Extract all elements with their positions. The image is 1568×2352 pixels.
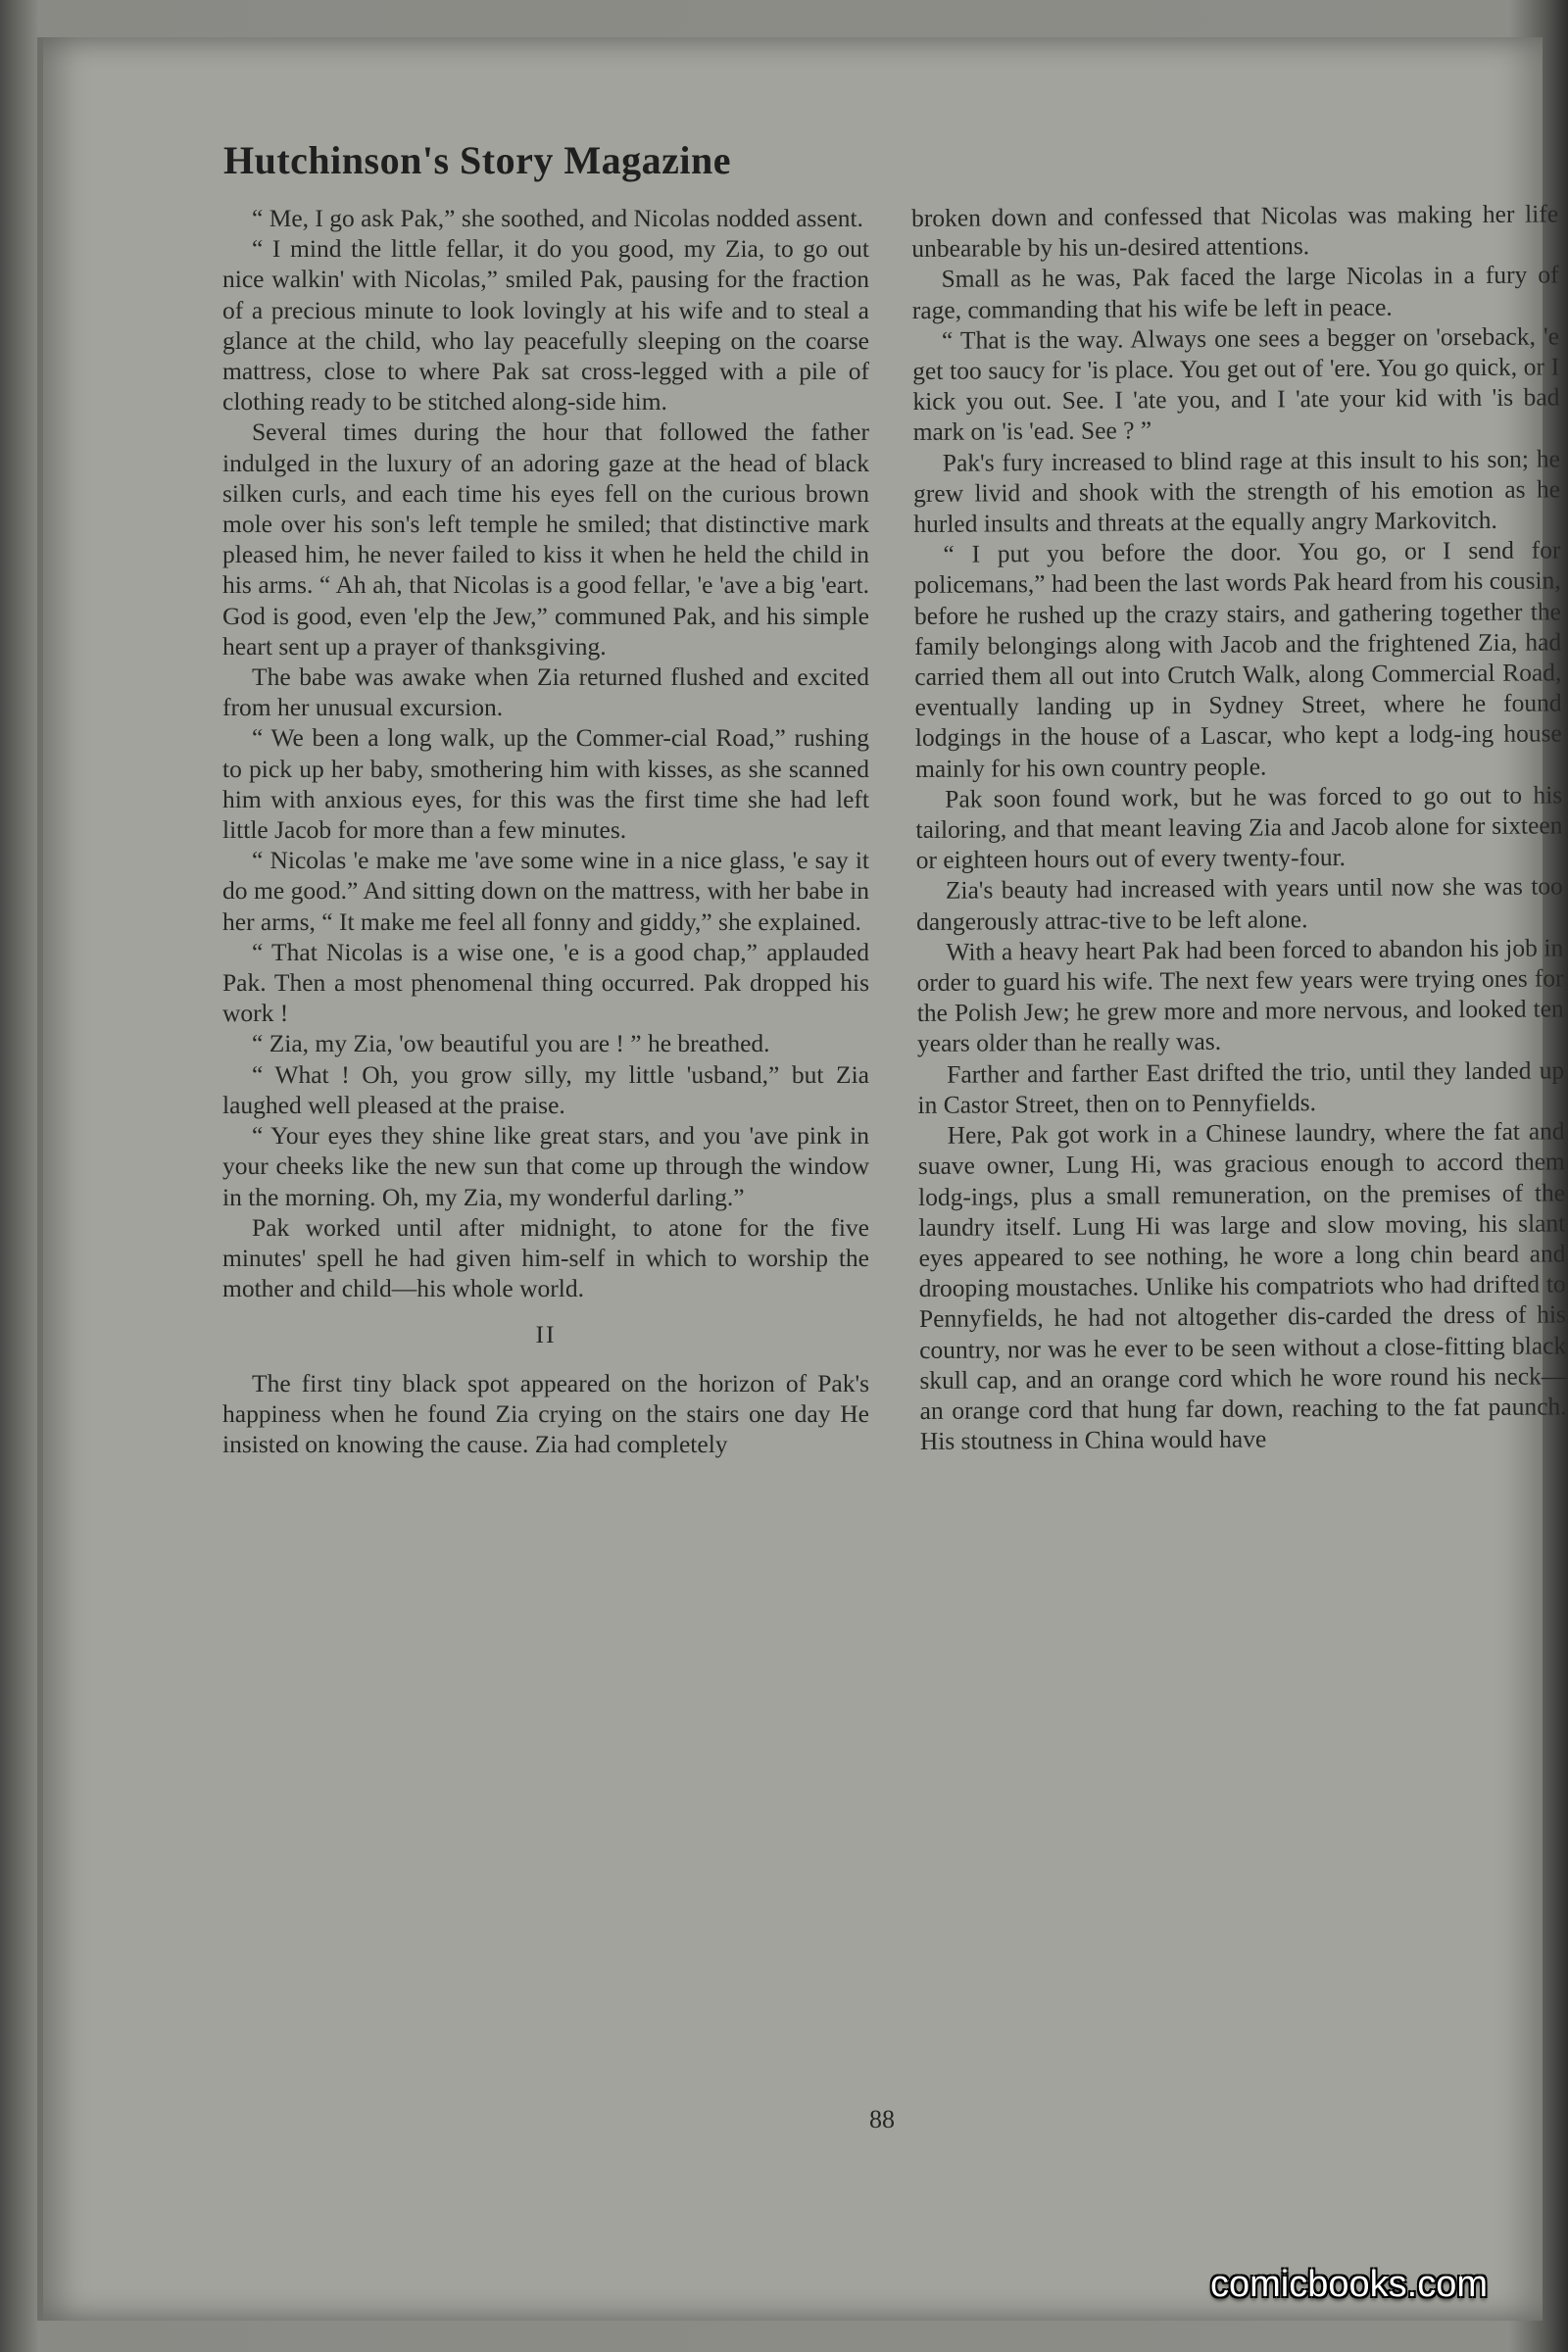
body-paragraph: “ I mind the little fellar, it do you good, my Zia, to go out nice walkin' with Nicolas,” smiled Pak, pausing for the fraction of a precious minute to look lovingly at his wife and to steal a glance at the child, who lay peacefully sleeping on the coarse mattress, close to where Pak sat cross-legged with a pile of clothing ready to be stitched along-side him.: [222, 234, 869, 416]
body-paragraph: “ Your eyes they shine like great stars, and you 'ave pink in your cheeks like the new sun that come up through the window in the morning. Oh, my Zia, my wonderful darling.”: [222, 1121, 869, 1211]
body-paragraph: “ Zia, my Zia, 'ow beautiful you are ! ” he breathed.: [252, 1029, 770, 1058]
left-column: [222, 203, 869, 1459]
site-watermark: comicbooks.com: [1210, 2264, 1488, 2305]
body-paragraph: “ I put you before the door. You go, or I send for policemans,” had been the last words Pak heard from his cousin, before he rushed up the crazy stairs, and gathering together the family belongings along with Jacob and the frightened Zia, had carried them all out into Crutch Walk, along Commercial Road, eventually landing up in Sydney Street, where he found lodgings in the house of a Lascar, who kept a lodg-ing house mainly for his own country people.: [913, 535, 1562, 783]
right-column: [911, 198, 1567, 1456]
body-paragraph: Farther and farther East drifted the trio, until they landed up in Castor Street, then on to Pennyfields.: [917, 1055, 1565, 1119]
body-paragraph: “ Me, I go ask Pak,” she soothed, and Nicolas nodded assent.: [252, 204, 863, 232]
body-paragraph: Here, Pak got work in a Chinese laundry, where the fat and suave owner, Lung Hi, was gracious enough to accord them lodg-ings, plus a small remuneration, on the premises of the laundry itself. Lung Hi was large and slow moving, his slant eyes appeared to see nothing, he wore a long chin beard and drooping moustaches. Unlike his compatriots who had drifted to Pennyfields, he had not altogether dis-carded the dress of his country, nor was he ever to be seen without a close-fitting black skull cap, and an orange cord which he wore round his neck—an orange cord that hung far down, reaching to the fat paunch. His stoutness in China would have: [917, 1116, 1567, 1456]
body-paragraph: The first tiny black spot appeared on the horizon of Pak's happiness when he found Zia crying on the stairs one day He insisted on knowing the cause. Zia had completely: [222, 1368, 869, 1458]
body-paragraph: broken down and confessed that Nicolas was making her life unbearable by his un-desired attentions.: [911, 199, 1559, 264]
page-number: 88: [869, 2105, 895, 2133]
body-paragraph: Several times during the hour that followed the father indulged in the luxury of an adoring gaze at the head of black silken curls, and each time his eyes fell on the curious brown mole over his son's left temple he smiled; that distinctive mark pleased him, he never failed to kiss it when he held the child in his arms. “ Ah ah, that Nicolas is a good fellar, 'e 'ave a big 'eart. God is good, even 'elp the Jew,” communed Pak, and his simple heart sent up a prayer of thanksgiving.: [222, 417, 869, 661]
body-paragraph: Zia's beauty had increased with years until now she was too dangerously attrac-tive to be left alone.: [916, 871, 1563, 936]
body-paragraph: “ We been a long walk, up the Commer-cial Road,” rushing to pick up her baby, smothering him with kisses, as she scanned him with anxious eyes, for this was the first time she had left little Jacob for more than a few minutes.: [222, 723, 869, 845]
body-paragraph: Pak's fury increased to blind rage at this insult to his son; he grew livid and shook with the strength of his emotion as he hurled insults and threats at the equally angry Markovitch.: [912, 444, 1561, 539]
section-number: II: [535, 1320, 557, 1349]
body-paragraph: Small as he was, Pak faced the large Nicolas in a fury of rage, commanding that his wife be left in peace.: [911, 260, 1559, 324]
body-paragraph: The babe was awake when Zia returned flushed and excited from her unusual excursion.: [222, 662, 869, 722]
body-paragraph: “ That Nicolas is a wise one, 'e is a good chap,” applauded Pak. Then a most phenomenal thing occurred. Pak dropped his work !: [222, 937, 869, 1028]
body-paragraph: Pak worked until after midnight, to atone for the five minutes' spell he had given him-self in which to worship the mother and child—his whole world.: [222, 1212, 869, 1303]
body-paragraph: “ That is the way. Always one sees a begger on 'orseback, 'e get too saucy for 'is place. You get out of 'ere. You go quick, or I kick you out. See. I 'ate you, and I 'ate your kid with 'is bad mark on 'is 'ead. See ? ”: [912, 321, 1560, 447]
body-paragraph: “ What ! Oh, you grow silly, my little 'usband,” but Zia laughed well pleased at the praise.: [222, 1059, 869, 1119]
running-header: Hutchinson's Story Magazine: [223, 138, 731, 182]
body-paragraph: “ Nicolas 'e make me 'ave some wine in a nice glass, 'e say it do me good.” And sitting down on the mattress, with her babe in her arms, “ It make me feel all fonny and giddy,” she explained.: [222, 846, 869, 936]
body-paragraph: Pak soon found work, but he was forced to go out to his tailoring, and that meant leaving Zia and Jacob alone for sixteen or eighteen hours out of every twenty-four.: [915, 780, 1563, 875]
body-paragraph: With a heavy heart Pak had been forced to abandon his job in order to guard his wife. The next few years were trying ones for the Polish Jew; he grew more and more nervous, and looked ten years older than he really was.: [916, 933, 1564, 1058]
